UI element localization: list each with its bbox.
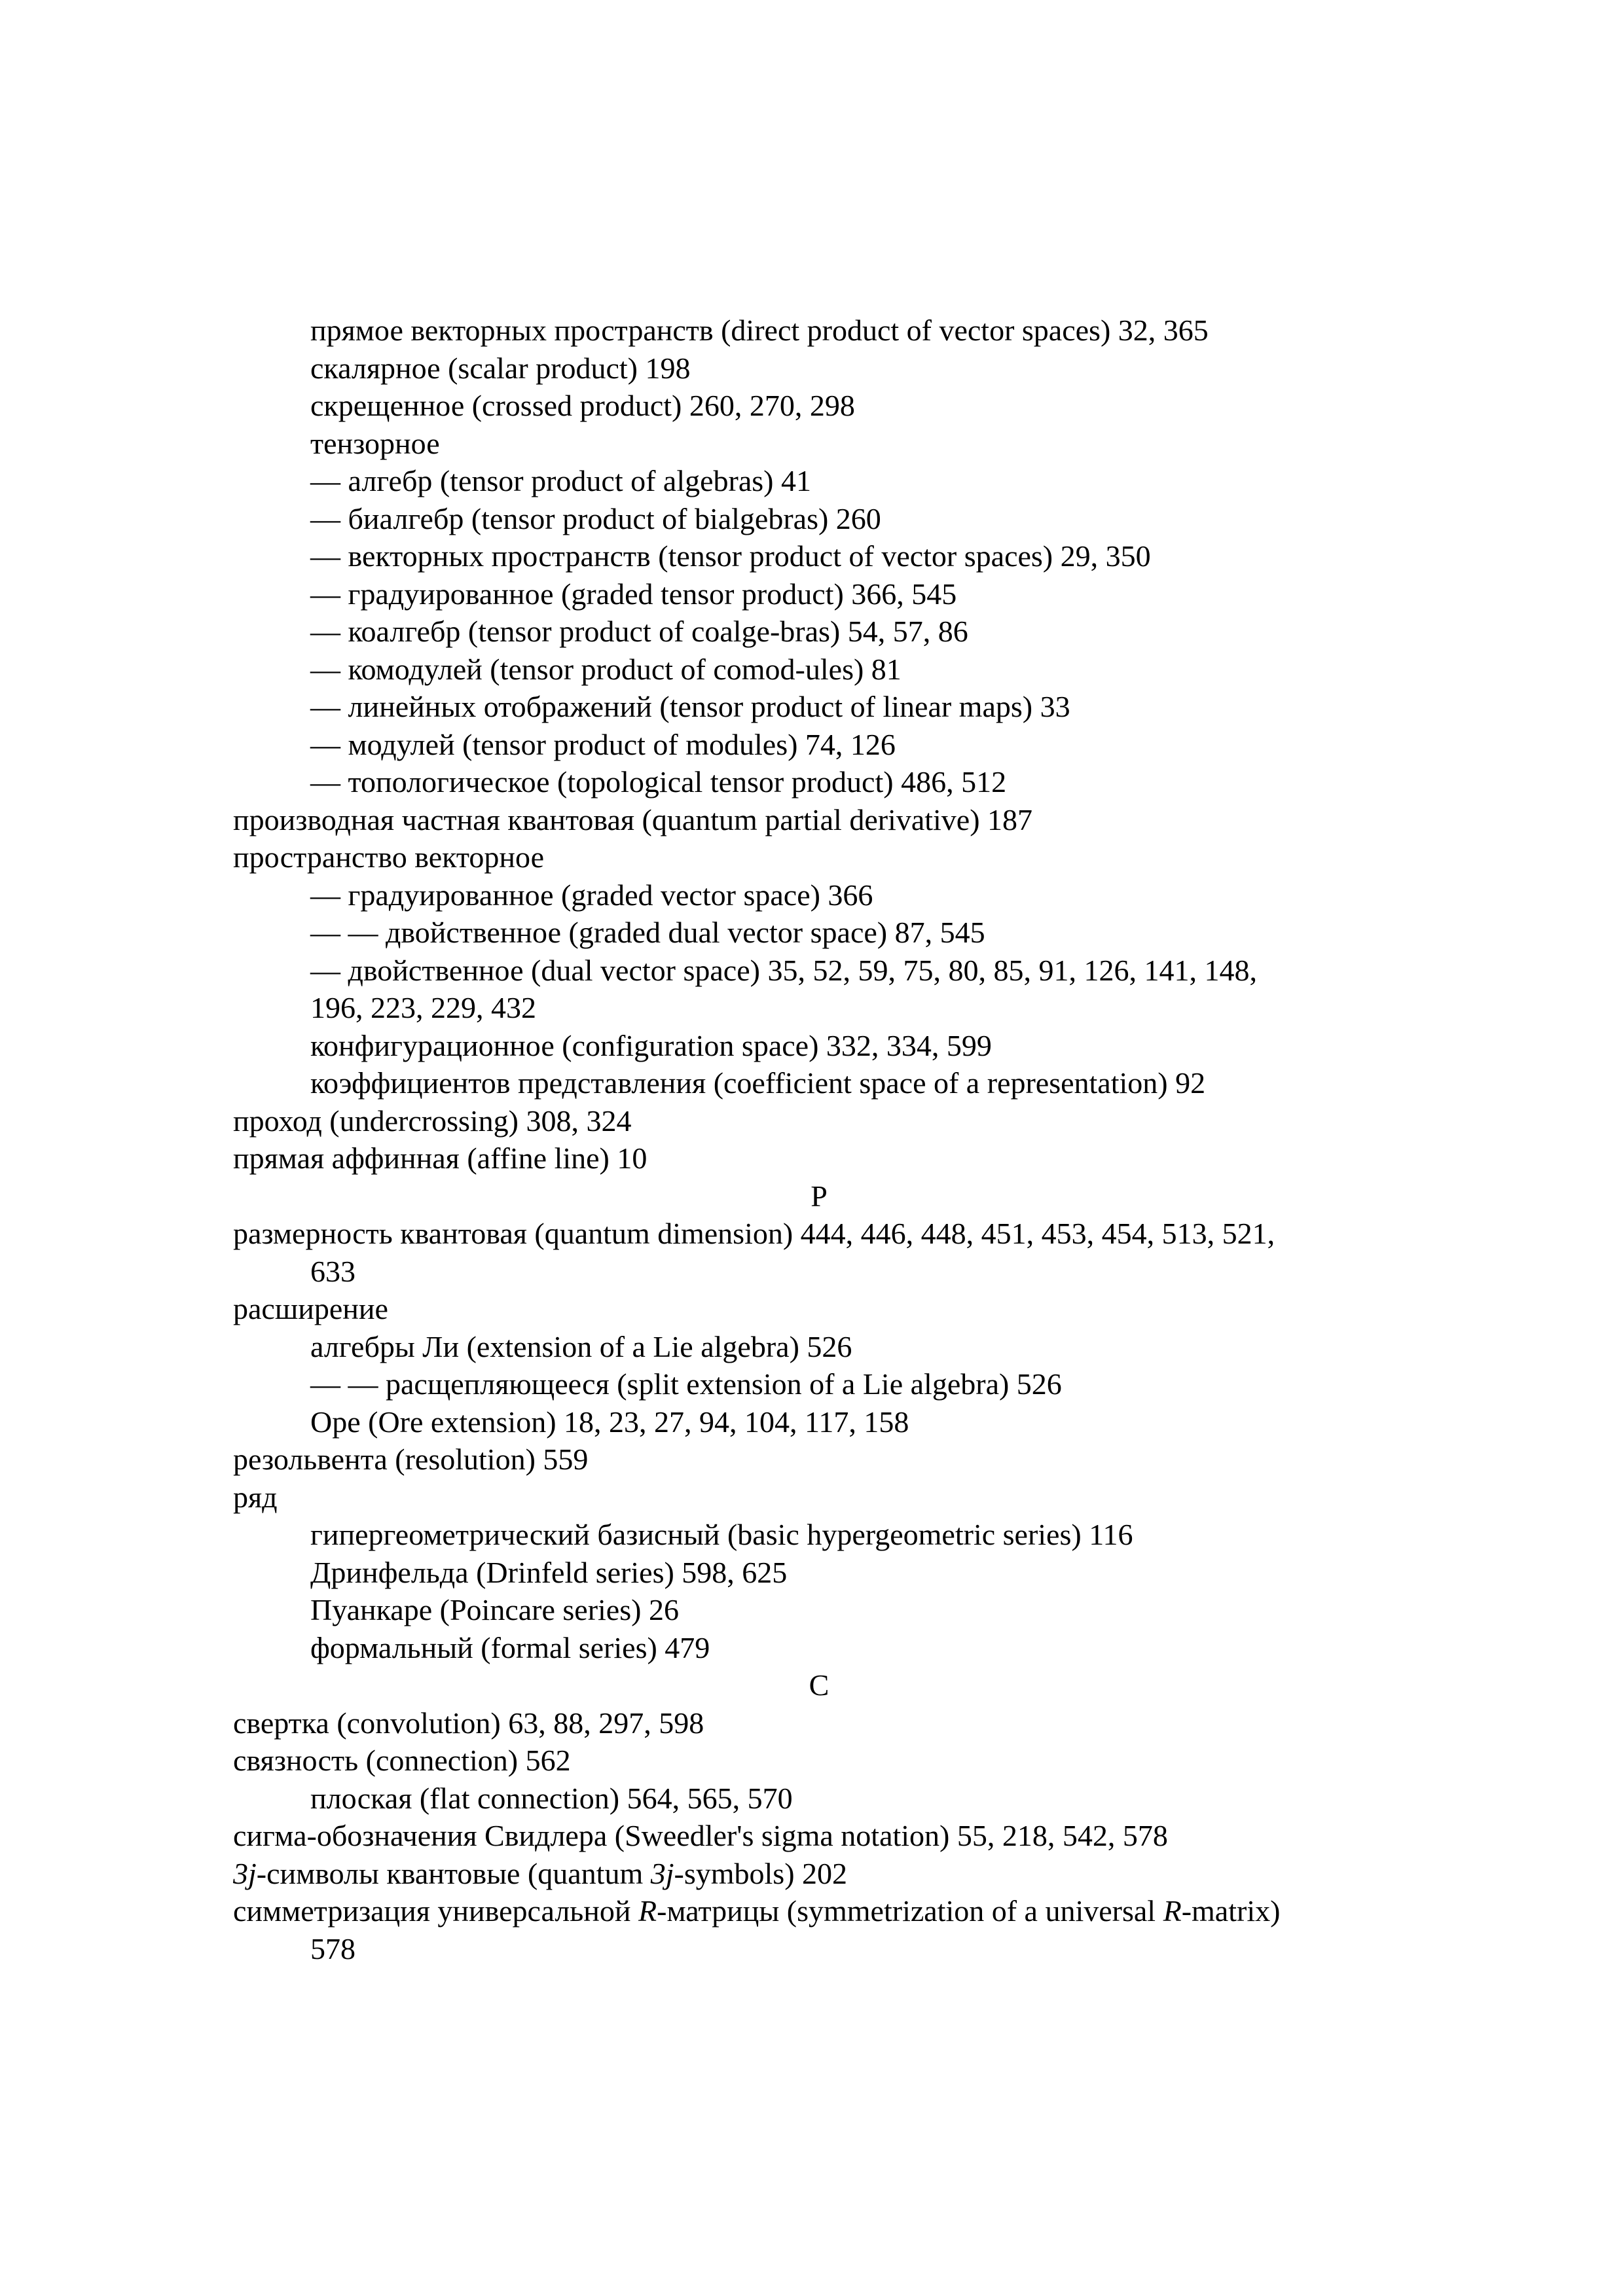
index-entry: — — двойственное (graded dual vector space) 87, 545 bbox=[310, 916, 985, 949]
section-letter: Р bbox=[811, 1179, 828, 1213]
index-entry: — биалгебр (tensor product of bialgebras) 260 bbox=[310, 501, 881, 535]
index-entry: свертка (convolution) 63, 88, 297, 598 bbox=[233, 1706, 704, 1740]
index-entry-italic: 3j bbox=[650, 1856, 674, 1890]
index-entry: скалярное (scalar product) 198 bbox=[310, 351, 691, 385]
index-entry: формальный (formal series) 479 bbox=[310, 1630, 710, 1664]
index-entry: ряд bbox=[233, 1480, 278, 1514]
index-entries bbox=[233, 312, 1405, 1967]
index-entry-text: -матрицы (symmetrization of a universal bbox=[657, 1894, 1163, 1928]
index-entry-text: -symbols) 202 bbox=[674, 1856, 848, 1890]
index-entry: — — расщепляющееся (split extension of a Lie algebra) 526 bbox=[310, 1367, 1062, 1401]
index-entry: — градуированное (graded vector space) 366 bbox=[310, 878, 873, 912]
index-entry: связность (connection) 562 bbox=[233, 1744, 571, 1777]
index-entry: расширение bbox=[233, 1292, 388, 1325]
index-entry bbox=[233, 1892, 1405, 1930]
index-entry: — модулей (tensor product of modules) 74, 126 bbox=[310, 727, 896, 761]
index-entry: проход (undercrossing) 308, 324 bbox=[233, 1103, 632, 1138]
index-entry: — двойственное (dual vector space) 35, 52, 59, 75, 80, 85, 91, 126, 141, 148, bbox=[310, 953, 1257, 987]
index-entry: — линейных отображений (tensor product of linear maps) 33 bbox=[310, 690, 1070, 723]
index-entry: гипергеометрический базисный (basic hypergeometric series) 116 bbox=[310, 1518, 1133, 1551]
index-entry: Оре (Ore extension) 18, 23, 27, 94, 104, 117, 158 bbox=[310, 1405, 909, 1439]
index-entry: Пуанкаре (Poincare series) 26 bbox=[310, 1593, 679, 1626]
index-entry: прямое векторных пространств (direct product of vector spaces) 32, 365 bbox=[310, 314, 1209, 347]
index-entry-continuation: 578 bbox=[310, 1931, 356, 1965]
index-entry: — градуированное (graded tensor product) 366, 545 bbox=[310, 577, 957, 611]
index-entry-italic: 3j bbox=[233, 1856, 257, 1890]
index-entry: плоская (flat connection) 564, 565, 570 bbox=[310, 1781, 793, 1815]
index-entry-continuation: 633 bbox=[310, 1254, 356, 1288]
index-entry: размерность квантовая (quantum dimension) 444, 446, 448, 451, 453, 454, 513, 521, bbox=[233, 1217, 1275, 1250]
index-entry: Дринфельда (Drinfeld series) 598, 625 bbox=[310, 1555, 788, 1589]
index-entry: — топологическое (topological tensor product) 486, 512 bbox=[310, 765, 1007, 798]
index-entry: скрещенное (crossed product) 260, 270, 298 bbox=[310, 389, 855, 422]
index-entry: — алгебр (tensor product of algebras) 41 bbox=[310, 464, 811, 497]
index-entry: коэффициентов представления (coefficient space of a representation) 92 bbox=[310, 1066, 1206, 1100]
index-entry: — комодулей (tensor product of comod-ules) 81 bbox=[310, 652, 902, 686]
section-letter: С bbox=[809, 1668, 830, 1702]
index-entry-text: -символы квантовые (quantum bbox=[256, 1856, 651, 1890]
index-entry-text: симметризация универсальной bbox=[233, 1894, 639, 1928]
index-entry: — коалгебр (tensor product of coalge-bras) 54, 57, 86 bbox=[310, 615, 968, 648]
index-entry: тензорное bbox=[310, 426, 440, 460]
index-entry: производная частная квантовая (quantum partial derivative) 187 bbox=[233, 802, 1033, 836]
index-entry: прямая аффинная (affine line) 10 bbox=[233, 1141, 647, 1175]
index-entry-text: -matrix) bbox=[1181, 1894, 1281, 1928]
index-entry: алгебры Ли (extension of a Lie algebra) 526 bbox=[310, 1329, 852, 1363]
index-entry-italic: R bbox=[638, 1894, 657, 1928]
index-entry bbox=[233, 1855, 1405, 1893]
index-entry: конфигурационное (configuration space) 332, 334, 599 bbox=[310, 1028, 992, 1062]
index-entry-continuation: 196, 223, 229, 432 bbox=[310, 991, 536, 1024]
index-entry: пространство векторное bbox=[233, 840, 545, 874]
index-entry: — векторных пространств (tensor product of vector spaces) 29, 350 bbox=[310, 539, 1151, 573]
index-entry-italic: R bbox=[1163, 1894, 1182, 1928]
index-entry: сигма-обозначения Свидлера (Sweedler's sigma notation) 55, 218, 542, 578 bbox=[233, 1819, 1168, 1852]
index-entry: резольвента (resolution) 559 bbox=[233, 1443, 589, 1476]
